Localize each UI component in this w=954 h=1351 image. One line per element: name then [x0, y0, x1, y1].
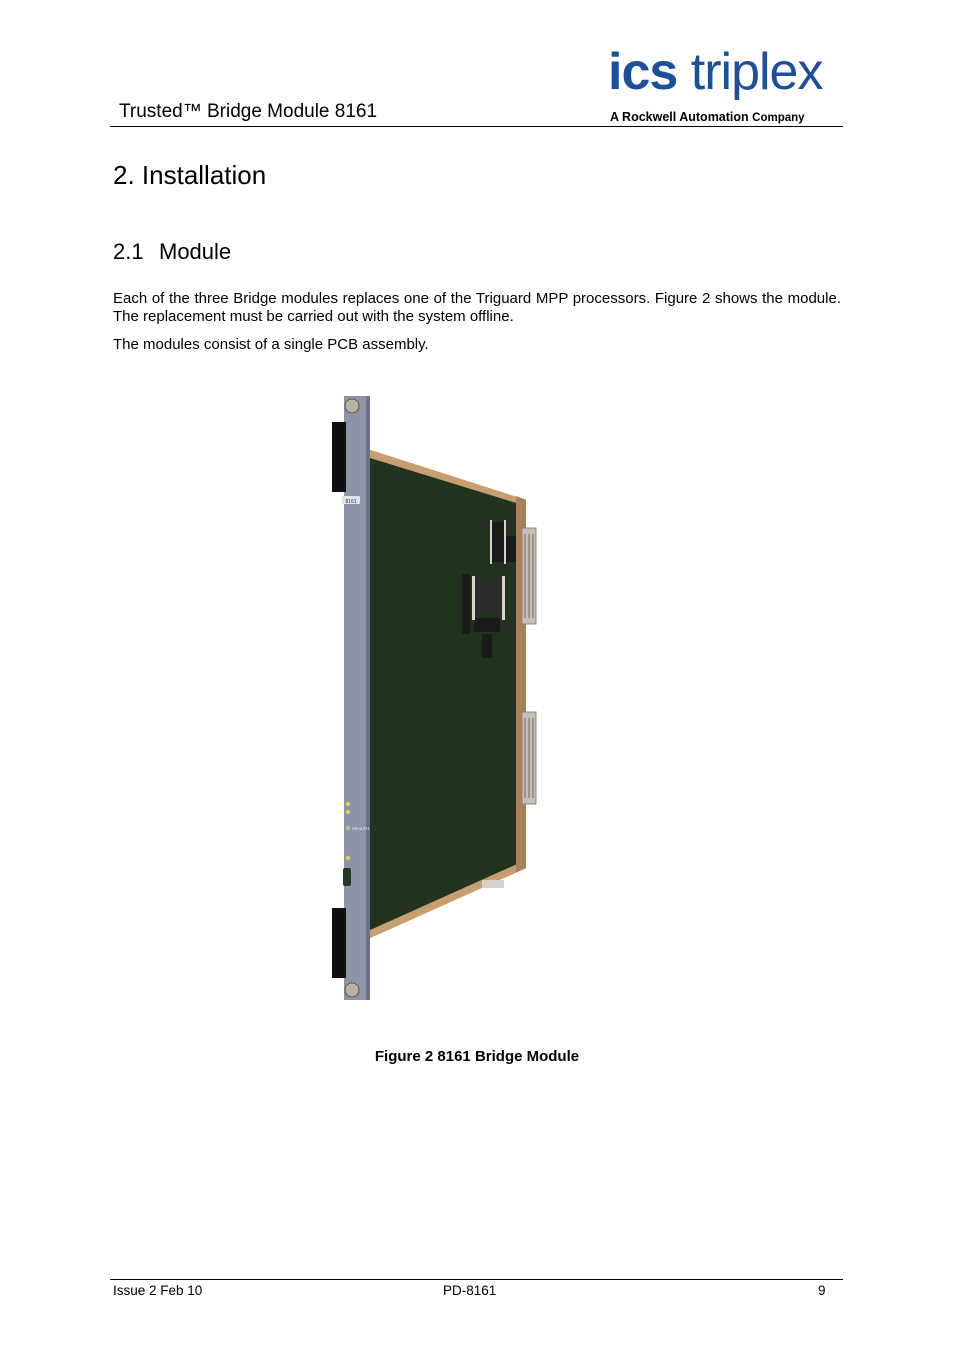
logo-brand-bold: ics — [608, 43, 678, 101]
footer-divider — [110, 1279, 843, 1280]
bottom-panel-screw — [345, 983, 359, 997]
top-panel-screw — [345, 399, 359, 413]
bridge-module-photo — [326, 390, 546, 1005]
health-led-label: HEALTH — [352, 826, 370, 831]
health-led — [346, 826, 350, 830]
front-panel-edge — [366, 396, 370, 1000]
logo-tagline — [610, 110, 805, 124]
logo-brand-light: triplex — [690, 43, 823, 101]
figure-caption: Figure 2 8161 Bridge Module — [374, 1048, 580, 1065]
company-logo — [608, 43, 844, 128]
footer-doc-id: PD-8161 — [443, 1283, 497, 1298]
section-heading: 2. Installation — [113, 160, 267, 190]
body-paragraph: Each of the three Bridge modules replaces one of the Triguard MPP processors. Figure 2 shows the module. The replacement must be carried out with the system offline. — [113, 290, 841, 325]
subsection-title: Module — [159, 239, 232, 264]
pcb-label-sticker — [482, 880, 504, 888]
front-panel-switch — [343, 868, 351, 886]
logo-tagline-small: Company — [752, 112, 805, 124]
subsection-number: 2.1 — [113, 239, 144, 264]
footer-page-number: 9 — [818, 1283, 826, 1298]
logo-tagline-main: A Rockwell Automation — [610, 110, 749, 124]
subsection-heading — [113, 239, 231, 265]
bottom-ejector-handle — [332, 908, 346, 978]
header-title: Trusted™ Bridge Module 8161 — [119, 101, 378, 122]
footer-issue: Issue 2 Feb 10 — [113, 1283, 203, 1298]
top-ejector-handle — [332, 422, 346, 492]
status-led — [346, 802, 350, 806]
body-paragraph: The modules consist of a single PCB assembly. — [113, 336, 429, 353]
status-led — [346, 810, 350, 814]
module-badge-label: 8161 — [345, 499, 357, 505]
status-led — [346, 856, 350, 860]
logo-wordmark — [608, 43, 823, 101]
